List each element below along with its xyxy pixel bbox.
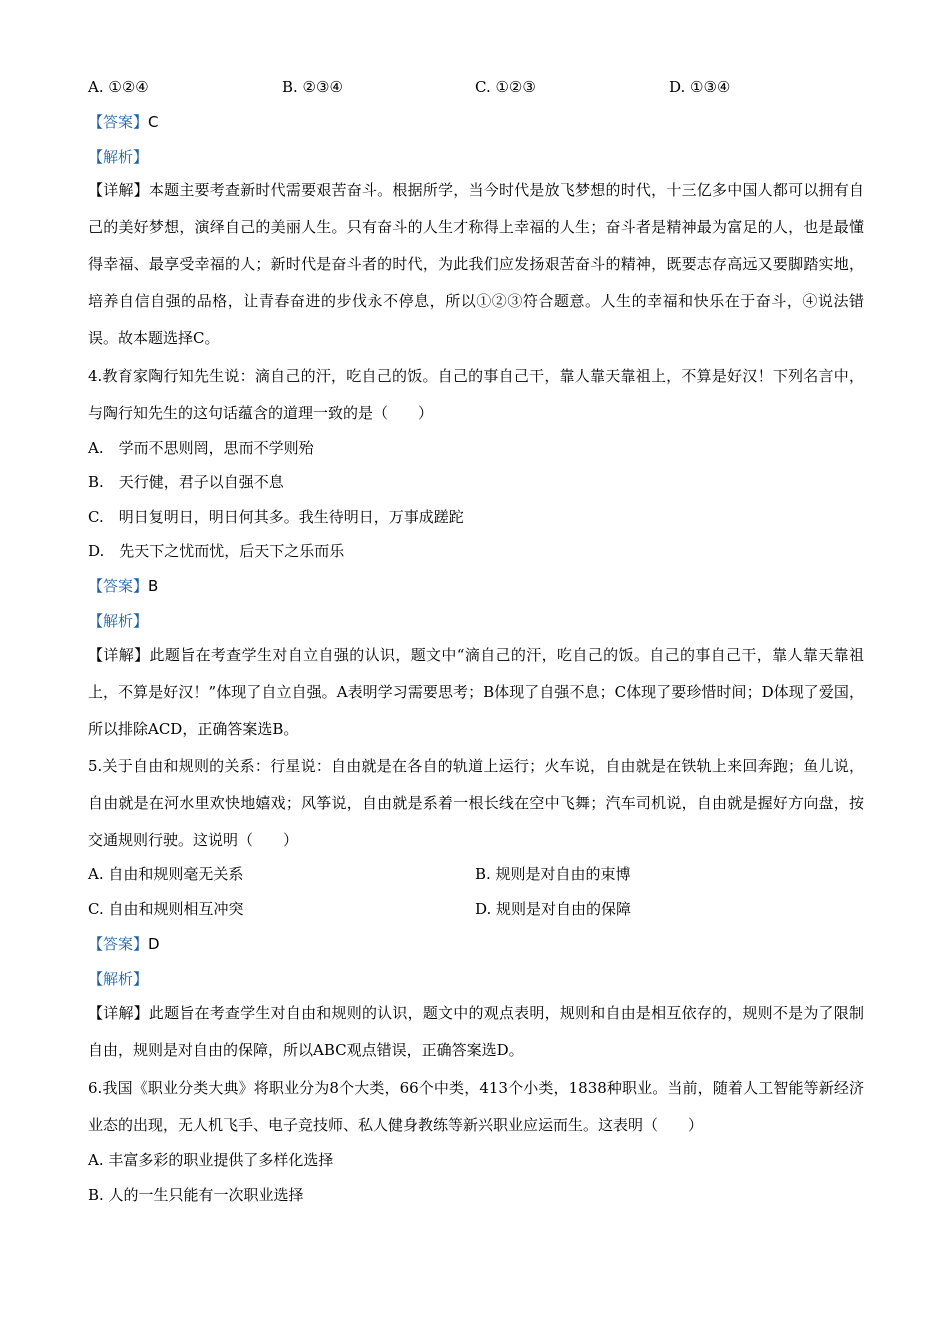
q5-analysis xyxy=(88,968,148,990)
detail-tag: 【详解】 xyxy=(88,181,149,199)
q5-option-d: D. 规则是对自由的保障 xyxy=(475,900,632,918)
q5-option-a: A. 自由和规则毫无关系 xyxy=(88,865,244,883)
answer-value: C xyxy=(148,113,159,131)
q5-answer xyxy=(88,933,160,955)
q4-option-b: B. 天行健，君子以自强不息 xyxy=(88,473,284,491)
q4-stem: 4.教育家陶行知先生说：滴自己的汗，吃自己的饭。自己的事自己干，靠人靠天靠祖上，不算是好汉！下列名言中，与陶行知先生的这句话蕴含的道理一致的是（ ） xyxy=(88,367,864,422)
q6-option-a: A. 丰富多彩的职业提供了多样化选择 xyxy=(88,1151,334,1169)
answer-tag: 【答案】 xyxy=(88,113,149,131)
q5-detail xyxy=(88,995,864,1069)
q6-option-b: B. 人的一生只能有一次职业选择 xyxy=(88,1186,304,1204)
q3-analysis xyxy=(88,146,148,168)
detail-tag: 【详解】 xyxy=(88,646,150,664)
q3-detail xyxy=(88,172,864,357)
answer-value: B xyxy=(148,577,159,595)
q4-detail xyxy=(88,637,864,748)
q6-stem: 6.我国《职业分类大典》将职业分为8个大类，66个中类，413个小类，1838种职业。当前，随着人工智能等新经济业态的出现，无人机飞手、电子竞技师、私人健身教练等新兴职业应运而生。这表明（ ） xyxy=(88,1079,864,1134)
q4-option-d: D. 先天下之忧而忧，后天下之乐而乐 xyxy=(88,542,345,560)
answer-tag: 【答案】 xyxy=(88,577,149,595)
q4-option-a: A. 学而不思则罔，思而不学则殆 xyxy=(88,439,314,457)
detail-text: 本题主要考查新时代需要艰苦奋斗。根据所学，当今时代是放飞梦想的时代，十三亿多中国人都可以拥有自己的美好梦想，演绎自己的美丽人生。只有奋斗的人生才称得上幸福的人生；奋斗者是精神最为富足的人，也是最懂得幸福、最享受幸福的人；新时代是奋斗者的时代，为此我们应发扬艰苦奋斗的精神，既要志存高远又要脚踏实地，培养自信自强的品格，让青春奋进的步伐永不停息，所以①②③符合题意。人生的幸福和快乐在于奋斗，④说法错误。故本题选择C。 xyxy=(88,181,864,347)
detail-tag: 【详解】 xyxy=(88,1004,149,1022)
analysis-tag: 【解析】 xyxy=(88,970,149,988)
detail-text: 此题旨在考查学生对自立自强的认识，题文中“滴自己的汗，吃自己的饭。自己的事自己干，靠人靠天靠祖上，不算是好汉！”体现了自立自强。A表明学习需要思考；B体现了自强不息；C体现了要珍惜时间；D体现了爱国，所以排除ACD，正确答案选B。 xyxy=(88,646,864,738)
q3-option-a: A. ①②④ xyxy=(88,78,149,96)
q3-answer xyxy=(88,111,159,133)
detail-text: 此题旨在考查学生对自由和规则的认识，题文中的观点表明，规则和自由是相互依存的，规则不是为了限制自由，规则是对自由的保障，所以ABC观点错误，正确答案选D。 xyxy=(88,1004,864,1059)
q4-analysis xyxy=(88,610,148,632)
analysis-tag: 【解析】 xyxy=(88,612,149,630)
answer-value: D xyxy=(148,935,160,953)
q3-option-d: D. ①③④ xyxy=(669,78,731,96)
q4-answer xyxy=(88,575,158,597)
analysis-tag: 【解析】 xyxy=(88,148,149,166)
answer-tag: 【答案】 xyxy=(88,935,149,953)
q5-stem: 5.关于自由和规则的关系：行星说：自由就是在各自的轨道上运行；火车说，自由就是在铁轨上来回奔跑；鱼儿说，自由就是在河水里欢快地嬉戏；风筝说，自由就是系着一根长线在空中飞舞；汽车司机说，自由就是握好方向盘，按交通规则行驶。这说明（ ） xyxy=(88,757,864,849)
q5-option-c: C. 自由和规则相互冲突 xyxy=(88,900,244,918)
q4-option-c: C. 明日复明日，明日何其多。我生待明日，万事成蹉跎 xyxy=(88,508,464,526)
q3-option-c: C. ①②③ xyxy=(475,78,536,96)
q5-option-b: B. 规则是对自由的束博 xyxy=(475,865,631,883)
q3-option-b: B. ②③④ xyxy=(282,78,343,96)
